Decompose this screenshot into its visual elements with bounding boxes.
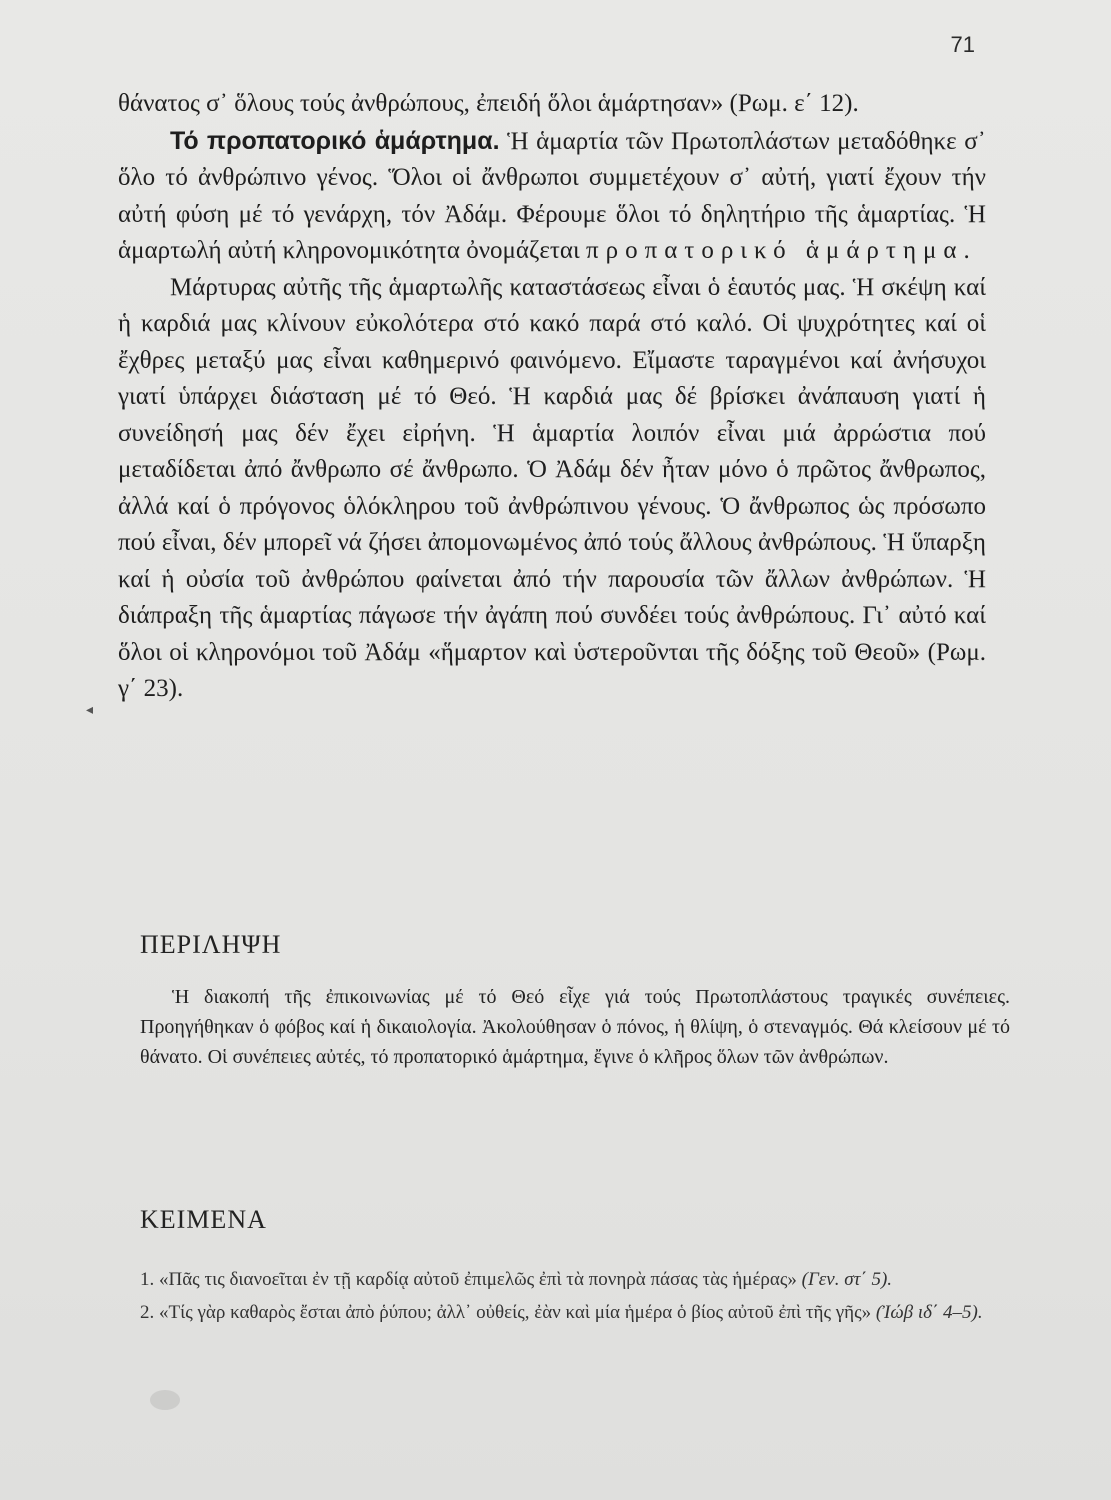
main-text	[118, 86, 986, 708]
quote-text: 1. «Πᾶς τις διανοεῖται ἐν τῇ καρδίᾳ αὐτοῦ ἐπιμελῶς ἐπὶ τὰ πονηρὰ πάσας τὰς ἡμέρας»	[140, 1269, 802, 1290]
paragraph-3: Μάρτυρας αὐτῆς τῆς ἁμαρτωλῆς καταστάσεως εἶναι ὁ ἑαυτός μας. Ἡ σκέψη καί ἡ καρδιά μας κλίνουν εὐκολότερα στό κακό παρά στό καλό. Οἱ ψυχρότητες καί οἱ ἔχθρες μεταξύ μας εἶναι καθημερινό φαινόμενο. Εἴμαστε ταραγμένοι καί ἀνήσυχοι γιατί ὑπάρχει διάσταση μέ τό Θεό. Ἡ καρδιά μας δέ βρίσκει ἀνάπαυση γιατί ἡ συνείδησή μας δέν ἔχει εἰρήνη. Ἡ ἁμαρτία λοιπόν εἶναι μιά ἀρρώστια πού μεταδίδεται ἀπό ἄνθρωπο σέ ἄνθρωπο. Ὁ Ἀδάμ δέν ἦταν μόνο ὁ πρῶτος ἄνθρωπος, ἀλλά καί ὁ πρόγονος ὁλόκληρου τοῦ ἀνθρώπινου γένους. Ὁ ἄνθρωπος ὡς πρόσωπο πού εἶναι, δέν μπορεῖ νά ζήσει ἀπομονωμένος ἀπό τούς ἄλλους ἀνθρώπους. Ἡ ὕπαρξη καί ἡ οὐσία τοῦ ἀνθρώπου φαίνεται ἀπό τήν παρουσία τῶν ἄλλων ἀνθρώπων. Ἡ διάπραξη τῆς ἁμαρτίας πάγωσε τήν ἀγάπη πού συνδέει τούς ἀνθρώπους. Γι᾽ αὐτό καί ὅλοι οἱ κληρονόμοι τοῦ Ἀδάμ «ἥμαρτον καὶ ὑστεροῦνται τῆς δόξης τοῦ Θεοῦ» (Ρωμ. γ΄ 23).	[118, 273, 986, 702]
page-number: 71	[950, 32, 975, 57]
summary-text: Ἡ διακοπή τῆς ἐπικοινωνίας μέ τό Θεό εἶχε γιά τούς Πρωτοπλάστους τραγικές συνέπειες. Προηγήθηκαν ὁ φόβος καί ἡ δικαιολογία. Ἀκολούθησαν ὁ πόνος, ἡ θλίψη, ὁ στεναγμός. Θά κλείσουν μέ τό θάνατο. Οἱ συνέπειες αὐτές, τό προπατορικό ἁμάρτημα, ἔγινε ὁ κλῆρος ὅλων τῶν ἀνθρώπων.	[140, 986, 1010, 1068]
paragraph-2	[118, 123, 986, 270]
summary-title: ΠΕΡΙΛΗΨΗ	[140, 930, 282, 959]
quote-citation: (Ἰώβ ιδ΄ 4–5).	[875, 1302, 983, 1323]
quote-citation: (Γεν. στ΄ 5).	[801, 1269, 893, 1290]
list-item	[140, 1298, 1010, 1327]
ink-smudge	[150, 1390, 180, 1410]
margin-mark: ◂	[86, 702, 94, 718]
inline-heading: Τό προπατορικό ἁμάρτημα.	[170, 126, 500, 155]
quote-text: 2. «Τίς γὰρ καθαρὸς ἔσται ἀπὸ ῥύπου; ἀλλ᾽ οὐθείς, ἐὰν καὶ μία ἡμέρα ὁ βίος αὐτοῦ ἐπὶ τῆς γῆς»	[140, 1302, 876, 1323]
texts-list	[140, 1265, 1010, 1331]
summary-box	[140, 982, 1010, 1072]
list-item	[140, 1265, 1010, 1294]
paragraph-2-end: .	[963, 237, 970, 264]
paragraph-1: θάνατος σ᾽ ὅλους τούς ἀνθρώπους, ἐπειδή ὅλοι ἁμάρτησαν» (Ρωμ. ε΄ 12).	[118, 90, 859, 117]
texts-title: ΚΕΙΜΕΝΑ	[140, 1205, 267, 1234]
emphasized-term: προπατορικό ἁμάρτημα	[585, 237, 964, 264]
paragraph-2-text: Ἡ ἁμαρτία τῶν Πρωτοπλάστων μεταδόθηκε σ᾽ ὅλο τό ἀνθρώπινο γένος. Ὅλοι οἱ ἄνθρωποι συμμετέχουν σ᾽ αὐτή, γιατί ἔχουν τήν αὐτή φύση μέ τό γενάρχη, τόν Ἀδάμ. Φέρουμε ὅλοι τό δηλητήριο τῆς ἁμαρτίας. Ἡ ἁμαρτωλή αὐτή κληρονομικότητα ὀνομάζεται	[118, 127, 986, 264]
